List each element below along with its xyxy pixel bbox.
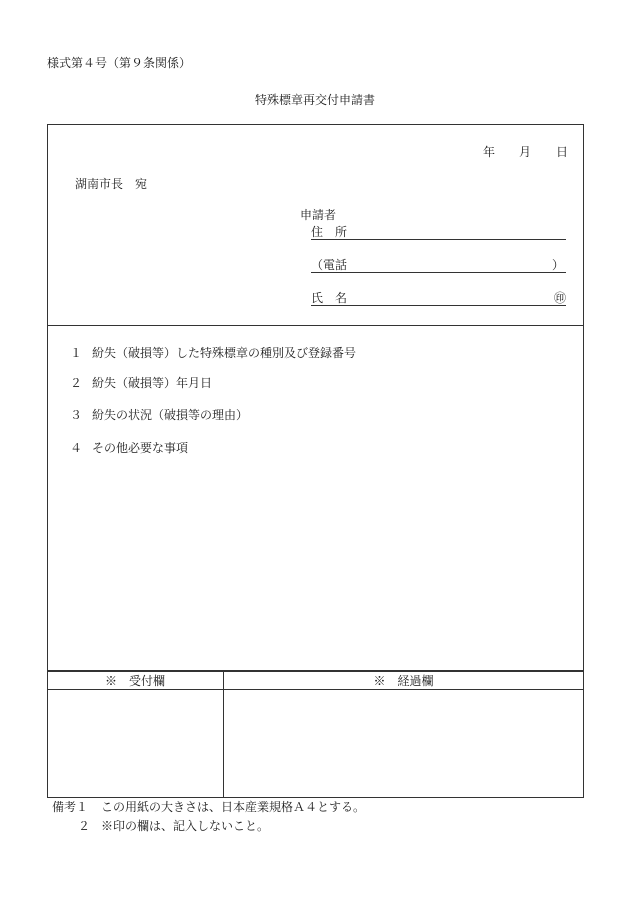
- note-text: ※印の欄は、記入しないこと。: [101, 819, 270, 833]
- phone-field: [311, 258, 566, 273]
- item-label: 紛失（破損等）した特殊標章の種別及び登録番号: [92, 346, 357, 360]
- applicant-heading: 申請者: [300, 208, 337, 222]
- phone-close-label: ）: [551, 258, 564, 272]
- seal-mark: ㊞: [553, 291, 566, 305]
- form-title: 特殊標章再交付申請書: [254, 93, 375, 107]
- date-month-label: 月: [519, 145, 532, 159]
- item-label: 紛失（破損等）年月日: [92, 376, 213, 390]
- note-text: この用紙の大きさは、日本産業規格Ａ４とする。: [101, 800, 366, 814]
- list-item: [70, 376, 212, 390]
- list-item: [70, 441, 188, 455]
- address-label: 住 所: [311, 225, 348, 239]
- item-number: ２: [70, 376, 83, 390]
- item-number: ３: [70, 408, 83, 422]
- reception-column-header: ※ 受付欄: [104, 674, 165, 688]
- office-header-divider: [47, 689, 584, 690]
- list-item: [70, 408, 248, 422]
- item-number: １: [70, 346, 83, 360]
- address-field: [311, 225, 566, 240]
- note-prefix: 備考１: [52, 800, 89, 814]
- name-field: [311, 291, 566, 306]
- office-column-divider: [223, 671, 224, 797]
- item-label: その他必要な事項: [92, 441, 189, 455]
- item-label: 紛失の状況（破損等の理由）: [92, 408, 249, 422]
- list-item: [70, 346, 356, 360]
- progress-column-header: ※ 経過欄: [373, 674, 434, 688]
- office-section-divider: [47, 670, 584, 672]
- date-day-label: 日: [556, 145, 569, 159]
- section-divider: [47, 325, 584, 326]
- date-year-label: 年: [483, 145, 496, 159]
- name-label: 氏 名: [311, 291, 348, 305]
- item-number: ４: [70, 441, 83, 455]
- form-number: 様式第４号（第９条関係）: [47, 56, 192, 70]
- note-prefix: ２: [78, 819, 91, 833]
- addressee: 湖南市長 宛: [75, 177, 148, 191]
- phone-open-label: （電話: [311, 258, 348, 272]
